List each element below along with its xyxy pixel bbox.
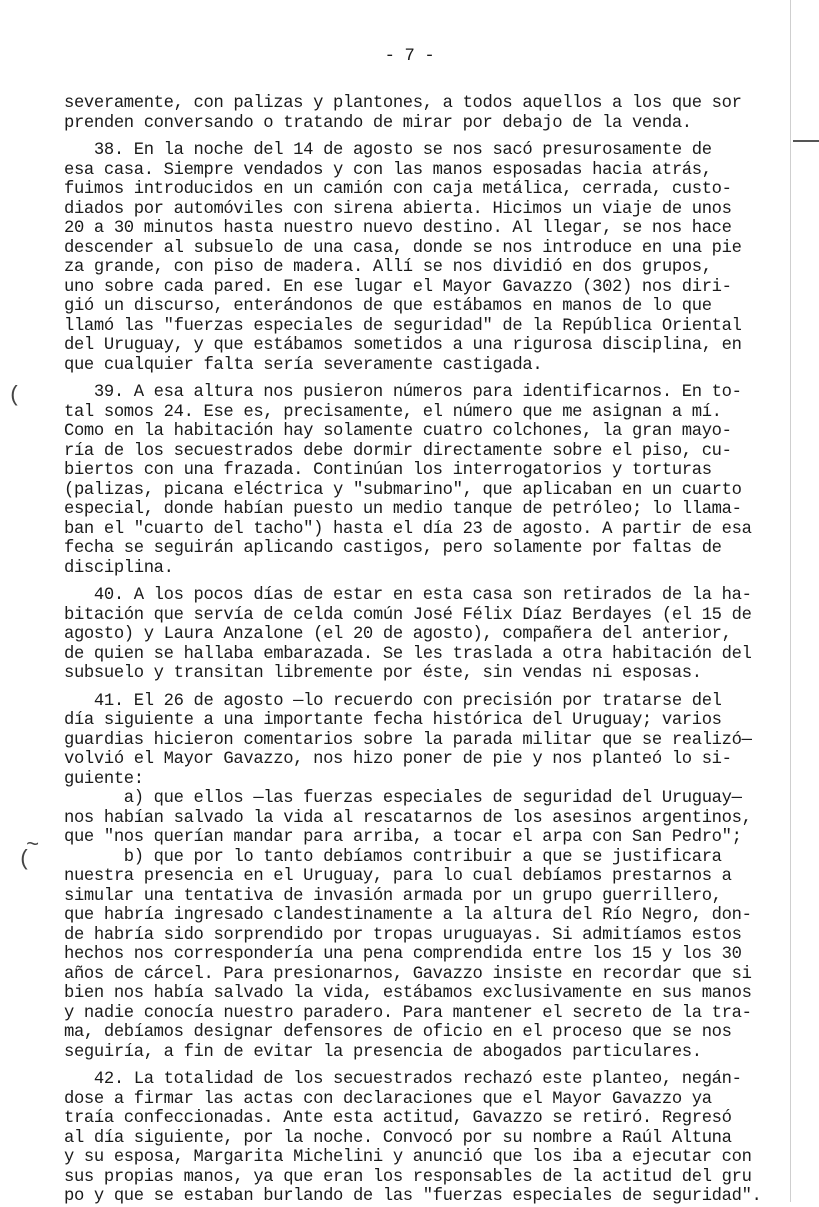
paragraph bbox=[64, 586, 774, 684]
text-line: guiente: bbox=[64, 769, 144, 789]
text-line: bien nos había salvado la vida, estábamos exclusivamente en sus manos bbox=[64, 984, 752, 1003]
paragraph bbox=[64, 692, 774, 1063]
body-text bbox=[64, 94, 774, 1207]
text-line: agosto) y Laura Anzalone (el 20 de agosto), compañera del anterior, bbox=[64, 625, 732, 644]
margin-mark-parenthesis: ( bbox=[18, 847, 31, 872]
paragraph bbox=[64, 383, 774, 578]
text-line: de habría sido sorprendido por tropas uruguayas. Si admitíamos estos bbox=[64, 925, 742, 945]
text-line: Como en la habitación hay solamente cuatro colchones, la gran mayo- bbox=[64, 422, 732, 441]
text-line: nuestra presencia en el Uruguay, para lo cual debíamos prestarnos a bbox=[64, 867, 732, 886]
margin-mark-parenthesis: ( bbox=[8, 383, 21, 408]
text-line: volvió el Mayor Gavazzo, nos hizo poner de pie y nos planteó lo si- bbox=[64, 750, 732, 769]
text-line: a) que ellos —las fuerzas especiales de seguridad del Uruguay— bbox=[64, 789, 742, 808]
text-line: traía confeccionadas. Ante esta actitud, Gavazzo se retiró. Regresó bbox=[64, 1109, 732, 1128]
text-line: ban el "cuarto del tacho") hasta el día 23 de agosto. A partir de esa bbox=[64, 519, 752, 539]
text-line: nos habían salvado la vida al rescatarnos de los asesinos argentinos, bbox=[64, 808, 752, 828]
text-line: diados por automóviles con sirena abierta. Hicimos un viaje de unos bbox=[64, 199, 732, 219]
text-line: 40. A los pocos días de estar en esta casa son retirados de la ha- bbox=[64, 586, 752, 605]
text-line: y nadie conocía nuestro paradero. Para mantener el secreto de la tra- bbox=[64, 1003, 752, 1023]
text-line: simular una tentativa de invasión armada por un grupo guerrillero, bbox=[64, 886, 722, 906]
text-line: 41. El 26 de agosto —lo recuerdo con precisión por tratarse del bbox=[64, 691, 722, 711]
text-line: disciplina. bbox=[64, 558, 174, 578]
text-line: gió un discurso, enterándonos de que estábamos en manos de lo que bbox=[64, 297, 712, 316]
text-line: de quien se hallaba embarazada. Se les traslada a otra habitación del bbox=[64, 644, 752, 664]
text-line: hechos nos correspondería una pena comprendida entre los 15 y los 30 bbox=[64, 945, 742, 964]
paragraph bbox=[64, 141, 774, 375]
text-line: za grande, con piso de madera. Allí se nos dividió en dos grupos, bbox=[64, 258, 712, 277]
text-line: especial, donde habían puesto un medio tanque de petróleo; lo llama- bbox=[64, 500, 742, 519]
text-line: 38. En la noche del 14 de agosto se nos sacó presurosamente de bbox=[64, 141, 712, 160]
text-line: esa casa. Siempre vendados y con las manos esposadas hacia atrás, bbox=[64, 160, 712, 180]
text-line: b) que por lo tanto debíamos contribuir a que se justificara bbox=[64, 847, 722, 867]
text-line: que cualquier falta sería severamente castigada. bbox=[64, 355, 543, 375]
paragraph-gap bbox=[64, 684, 774, 692]
text-line: seguiría, a fin de evitar la presencia de abogados particulares. bbox=[64, 1042, 702, 1062]
text-line: fecha se seguirán aplicando castigos, pero solamente por faltas de bbox=[64, 539, 722, 558]
text-line: 42. La totalidad de los secuestrados rechazó este planteo, negán- bbox=[64, 1070, 742, 1089]
text-line: fuimos introducidos en un camión con caja metálica, cerrada, custo- bbox=[64, 180, 732, 199]
text-line: que habría ingresado clandestinamente a la altura del Río Negro, don- bbox=[64, 906, 752, 925]
text-line: subsuelo y transitan libremente por éste, sin vendas ni esposas. bbox=[64, 664, 702, 683]
paragraph-gap bbox=[64, 133, 774, 141]
text-line: ría de los secuestrados debe dormir directamente sobre el piso, cu- bbox=[64, 441, 732, 461]
text-line: sus propias manos, ya que eran los responsables de la actitud del gru bbox=[64, 1167, 752, 1187]
text-line: (palizas, picana eléctrica y "submarino", que aplicaban en un cuarto bbox=[64, 480, 742, 500]
text-line: bitación que servía de celda común José Félix Díaz Berdayes (el 15 de bbox=[64, 605, 752, 625]
page-number: - 7 - bbox=[384, 47, 435, 66]
paragraph-gap bbox=[64, 375, 774, 383]
text-line: día siguiente a una importante fecha histórica del Uruguay; varios bbox=[64, 711, 722, 730]
text-line: uno sobre cada pared. En ese lugar el Mayor Gavazzo (302) nos diri- bbox=[64, 277, 732, 297]
text-line: llamó las "fuerzas especiales de seguridad" de la República Oriental bbox=[64, 316, 742, 336]
text-line: dose a firmar las actas con declaraciones que el Mayor Gavazzo ya bbox=[64, 1089, 712, 1109]
text-line: al día siguiente, por la noche. Convocó por su nombre a Raúl Altuna bbox=[64, 1128, 732, 1148]
text-line: años de cárcel. Para presionarnos, Gavazzo insiste en recordar que si bbox=[64, 964, 752, 984]
text-line: prenden conversando o tratando de mirar por debajo de la venda. bbox=[64, 113, 692, 133]
paragraph-gap bbox=[64, 578, 774, 586]
text-line: severamente, con palizas y plantones, a todos aquellos a los que sor bbox=[64, 94, 742, 113]
page-edge-line bbox=[790, 0, 791, 1202]
text-line: y su esposa, Margarita Michelini y anunció que los iba a ejecutar con bbox=[64, 1148, 752, 1167]
text-line: tal somos 24. Ese es, precisamente, el número que me asignan a mí. bbox=[64, 402, 722, 422]
paragraph bbox=[64, 94, 774, 133]
paragraph-gap bbox=[64, 1062, 774, 1070]
text-line: 39. A esa altura nos pusieron números para identificarnos. En to- bbox=[64, 383, 742, 402]
page-edge-mark bbox=[793, 140, 819, 142]
text-line: del Uruguay, y que estábamos sometidos a una rigurosa disciplina, en bbox=[64, 336, 742, 355]
text-line: que "nos querían mandar para arriba, a tocar el arpa con San Pedro"; bbox=[64, 828, 742, 847]
text-line: biertos con una frazada. Continúan los interrogatorios y torturas bbox=[64, 461, 712, 480]
text-line: guardias hicieron comentarios sobre la parada militar que se realizó— bbox=[64, 730, 752, 750]
paragraph bbox=[64, 1070, 774, 1207]
text-line: 20 a 30 minutos hasta nuestro nuevo destino. Al llegar, se nos hace bbox=[64, 219, 732, 238]
text-line: ma, debíamos designar defensores de oficio en el proceso que se nos bbox=[64, 1023, 732, 1042]
margin-mark-tilde: ~ bbox=[26, 833, 39, 858]
text-line: po y que se estaban burlando de las "fuerzas especiales de seguridad". bbox=[64, 1187, 762, 1206]
text-line: descender al subsuelo de una casa, donde se nos introduce en una pie bbox=[64, 238, 742, 258]
